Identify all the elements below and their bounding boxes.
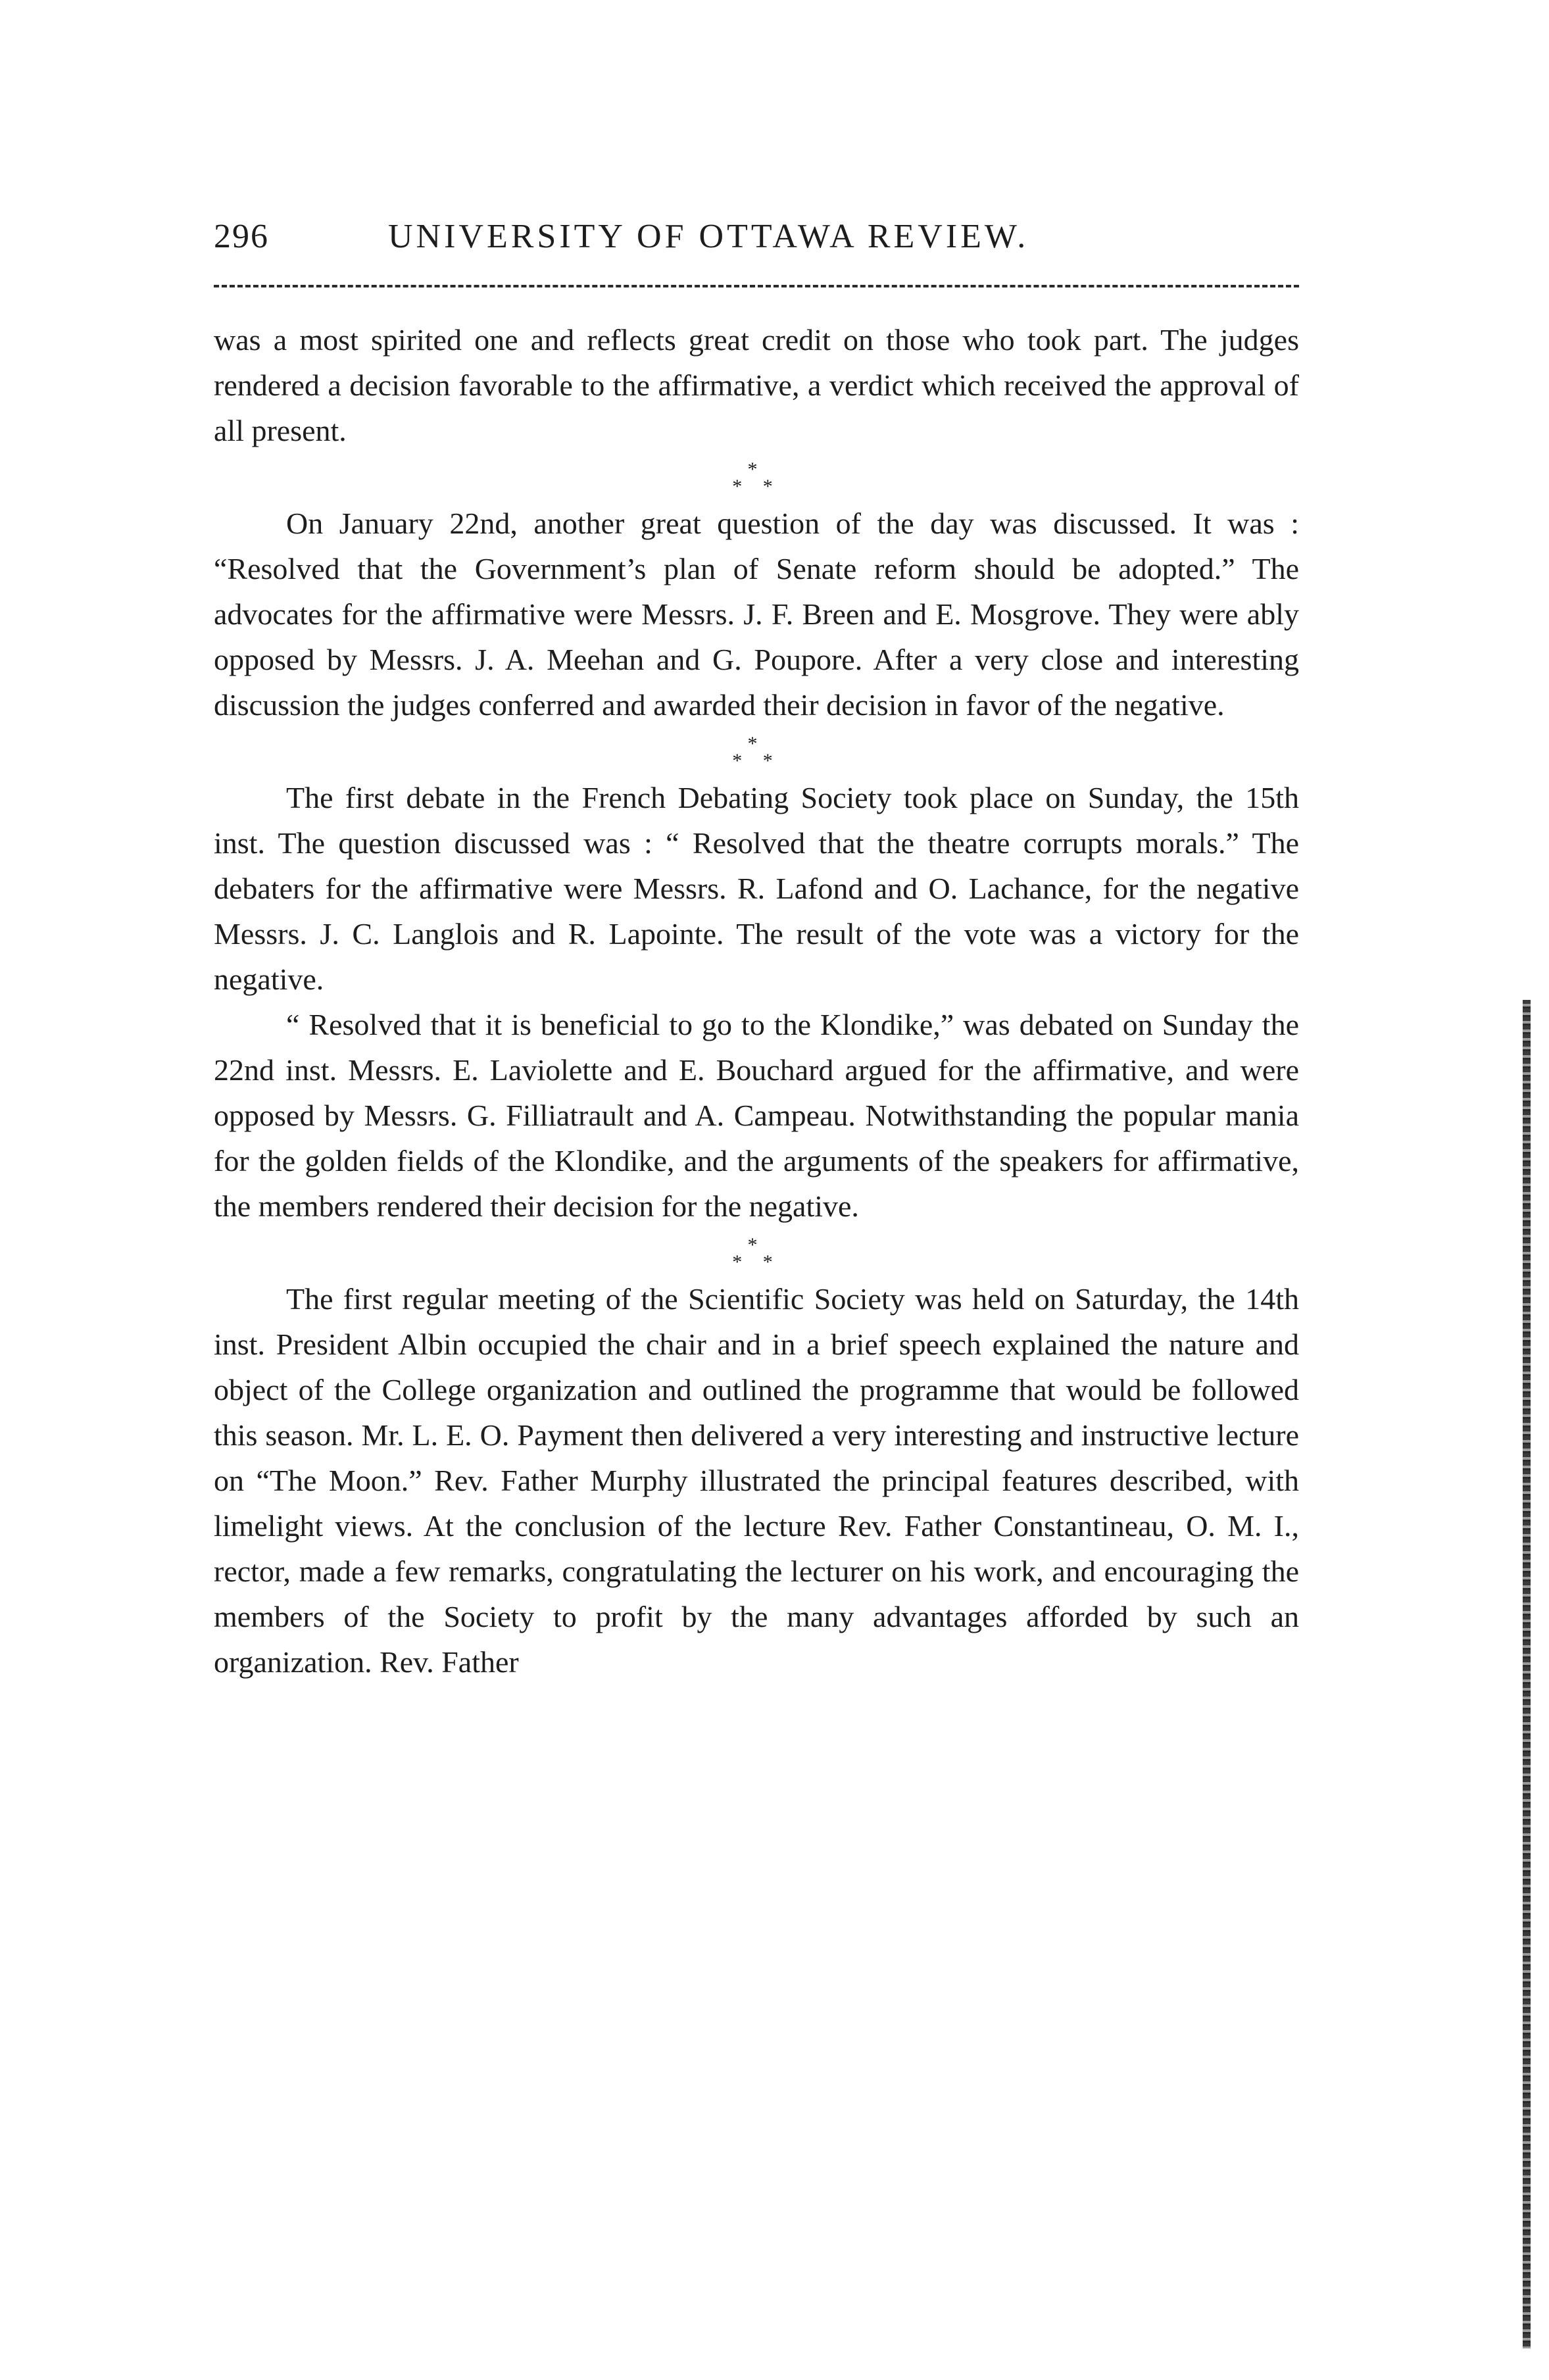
asterism-icon: * * * bbox=[732, 1234, 781, 1273]
paragraph-debate-verdict: was a most spirited one and reflects great credit on those who took part. The judges rendered a decision favorable to the affirmative, a verdict which received the approval of all present. bbox=[214, 323, 1299, 447]
article-body bbox=[214, 317, 1299, 1685]
scan-edge-mark bbox=[1523, 1000, 1531, 2348]
journal-title: UNIVERSITY OF OTTAWA REVIEW. bbox=[388, 218, 1029, 255]
page-number: 296 bbox=[214, 218, 269, 255]
paragraph-senate-reform: On January 22nd, another great question of the day was discussed. It was : “Resolved that the Government’s plan of Senate reform should be adopted.” The advocates for the affirmative were Messrs. J. F. Breen and E. Mosgrove. They were ably opposed by Messrs. J. A. Meehan and G. Poupore. After a very close and interesting discussion the judges conferred and awarded their decision in favor of the negative. bbox=[214, 507, 1299, 722]
asterism-icon: * * * bbox=[732, 459, 781, 497]
paragraph-french-debating: The first debate in the French Debating Society took place on Sunday, the 15th inst. The question discussed was : “ Resolved that the theatre corrupts morals.” The debaters for the affirmative were Messrs. R. Lafond and O. Lachance, for the negative Messrs. J. C. Langlois and R. Lapointe. The result of the vote was a victory for the negative. bbox=[214, 781, 1299, 996]
page bbox=[214, 217, 1299, 1679]
paragraph-klondike: “ Resolved that it is beneficial to go to the Klondike,” was debated on Sunday the 22nd inst. Messrs. E. Laviolette and E. Bouchard argued for the affirmative, and were opposed by Messrs. G. Filliatrault and A. Campeau. Notwithstanding the popular mania for the golden fields of the Klondike, and the arguments of the speakers for affirmative, the members rendered their decision for the negative. bbox=[214, 1008, 1299, 1223]
asterism-icon: * * * bbox=[732, 733, 781, 772]
running-head bbox=[214, 217, 1299, 276]
header-rule bbox=[214, 285, 1299, 287]
paragraph-scientific-society: The first regular meeting of the Scientific Society was held on Saturday, the 14th inst. President Albin occupied the chair and in a brief speech explained the nature and object of the College organization and outlined the programme that would be followed this season. Mr. L. E. O. Payment then delivered a very interesting and instructive lecture on “The Moon.” Rev. Father Murphy illustrated the principal features described, with limelight views. At the conclusion of the lecture Rev. Father Constantineau, O. M. I., rector, made a few remarks, congratulating the lecturer on his work, and encouraging the members of the Society to profit by the many advantages afforded by such an organization. Rev. Father bbox=[214, 1282, 1299, 1679]
